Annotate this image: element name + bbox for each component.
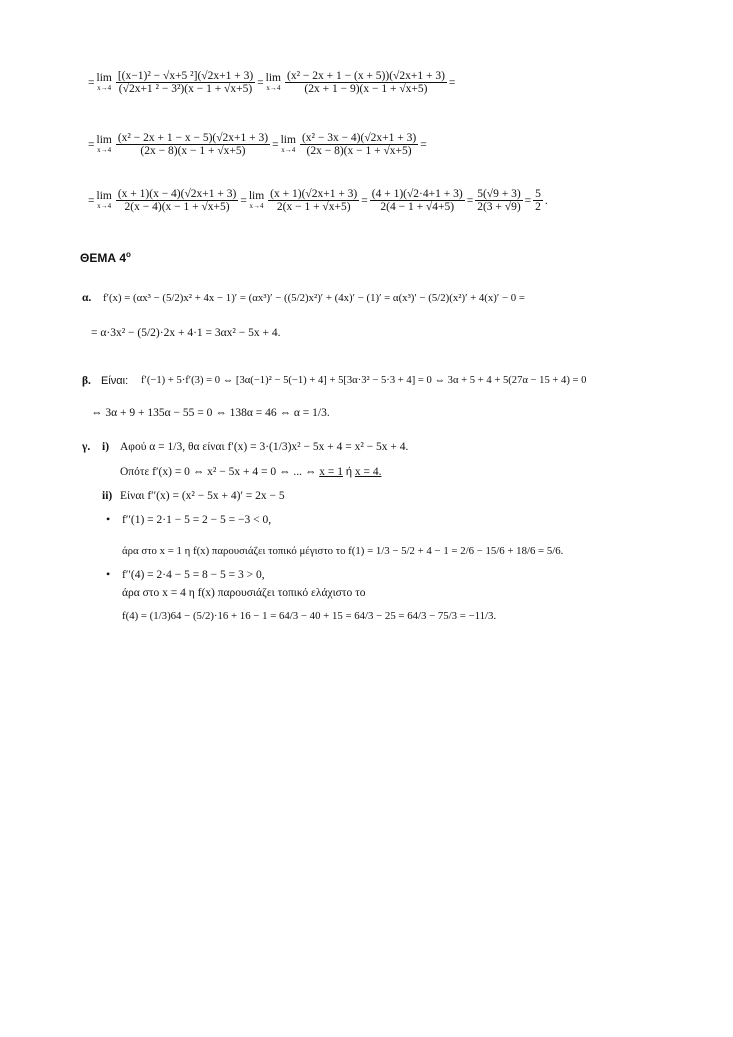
bullet-2-line-3: f(4) = (1/3)64 − (5/2)·16 + 16 − 1 = 64/3 − 40 + 15 = 64/3 − 25 = 64/3 − 75/3 = −11/3. [122,610,497,622]
part-c-ii-label: ii) [102,490,113,502]
fraction: $\frac{\text{[(x−1)² − √x+5 ²](√2x+1 + 3)}}{\text{(√2x+1 ² − 3²)(x − 1 + √x+5)}}$ [117,70,254,96]
fraction: $\frac{5(√9 + 3)}{2(3 + √9)}$ [477,188,521,214]
part-c-ii-line: Είναι f′′(x) = (x² − 5x + 4)′ = 2x − 5 [120,490,285,502]
fraction: $\frac{(x + 1)(√2x+1 + 3)}{2(x - 1 + √x+5)}$ [270,188,358,214]
part-c-i-label: i) [102,441,110,453]
limit-operator: lim x→4 [265,72,281,92]
part-c-i-line-2: Οπότε f′(x) = 0 ⇔ x² − 5x + 4 = 0 ⇔ ... ⇔ x = 1 ή x = 4. [120,466,382,478]
bullet-1-line-1: f′′(1) = 2·1 − 5 = 2 − 5 = −3 < 0, [122,514,272,526]
section-heading: ΘΕΜΑ $4^o$ [80,250,131,265]
fraction: $\frac{\text{(x² − 2x + 1 − x − 5)(√2x+1 + 3)}}{(2x - 8)(x - 1 + √x+5)}$ [117,132,269,158]
limit-operator: lim x→4 [248,190,265,210]
limit-operator: lim x→4 [280,134,296,154]
fraction: $\frac{5}{2}$ [535,188,541,214]
limit-operator: lim x→4 [96,134,112,154]
part-c-label: γ. [82,441,91,453]
limit-operator: lim x→4 [96,72,112,92]
limit-row-2: = lim x→4 $\frac{\text{(x² − 2x + 1 − x − 5)(√2x+1 + 3)}}{(2x - 8)(x - 1 + √x+5)}$ = lim x→4 $\frac{\text{(x² − 3x − 4)(√2x+1 + 3)}}{(2x - 8)(x - 1 + √x+5)}$ = [88,132,427,158]
part-a-line-2: = α·3x² − (5/2)·2x + 4·1 = 3αx² − 5x + 4. [91,327,281,339]
part-b-line-2: ⇔ 3α + 9 + 135α − 55 = 0 ⇔ 138α = 46 ⇔ α = 1/3. [91,407,330,419]
bullet-2-line-2: άρα στο x = 4 η f(x) παρουσιάζει τοπικό ελάχιστο το [122,587,366,599]
part-a-label: α. [82,292,92,304]
bullet-icon: • [106,512,111,526]
limit-row-3: = lim x→4 $\frac{(x + 1)(x - 4)(√2x+1 + 3)}{2(x - 4)(x - 1 + √x+5)}$ = lim x→4 $\frac{(x + 1)(√2x+1 + 3)}{2(x - 1 + √x+5)}$ = $\frac{(4 + 1)(√2\cdot 4+1 + 3)}{2(4 - 1 + √4+5)}$ = $\frac{5(√9 + 3)}{2(3 + √9)}$ = $\frac{5}{2}$ . [88,188,548,214]
fraction: $\frac{\text{(x² − 3x − 4)(√2x+1 + 3)}}{(2x - 8)(x - 1 + √x+5)}$ [301,132,417,158]
root-x-1: x = 1 [319,466,343,478]
fraction: $\frac{\text{(x² − 2x + 1 − (x + 5))(√2x+1 + 3)}}{(2x + 1 - 9)(x - 1 + √x+5)}$ [287,70,445,96]
root-x-4: x = 4. [354,466,382,478]
part-a-line-1: f′(x) = (αx³ − (5/2)x² + 4x − 1)′ = (αx³)′ − ((5/2)x²)′ + (4x)′ − (1)′ = α(x³)′ − (5/2)(x²)′ + 4(x)′ − 0 = [103,292,525,304]
bullet-1-line-2: άρα στο x = 1 η f(x) παρουσιάζει τοπικό μέγιστο το f(1) = 1/3 − 5/2 + 4 − 1 = 2/6 − 15/6 + 18/6 = 5/6. [122,545,564,557]
part-b-label: β. [82,375,91,387]
part-b-line-1: f′(−1) + 5·f′(3) = 0 ⇔ [3α(−1)² − 5(−1) + 4] + 5[3α·3² − 5·3 + 4] = 0 ⇔ 3α + 5 + 4 + 5(27α − 15 + 4) = 0 [141,375,587,386]
limit-operator: lim x→4 [96,190,112,210]
fraction: $\frac{(x + 1)(x - 4)(√2x+1 + 3)}{2(x - 4)(x - 1 + √x+5)}$ [117,188,237,214]
part-c-i-line-1: Αφού α = 1/3, θα είναι f′(x) = 3·(1/3)x² − 5x + 4 = x² − 5x + 4. [120,441,409,453]
limit-row-1: = lim x→4 $\frac{\text{[(x−1)² − √x+5 ²](√2x+1 + 3)}}{\text{(√2x+1 ² − 3²)(x − 1 + √x+5)}}$ = lim x→4 $\frac{\text{(x² − 2x + 1 − (x + 5))(√2x+1 + 3)}}{(2x + 1 - 9)(x - 1 + √x+5)}$ = [88,70,456,96]
part-b-intro: Είναι: [101,375,129,387]
fraction: $\frac{(4 + 1)(√2\cdot 4+1 + 3)}{2(4 - 1 + √4+5)}$ [371,188,463,214]
bullet-2-line-1: f′′(4) = 2·4 − 5 = 8 − 5 = 3 > 0, [122,569,265,581]
bullet-icon: • [106,567,111,581]
